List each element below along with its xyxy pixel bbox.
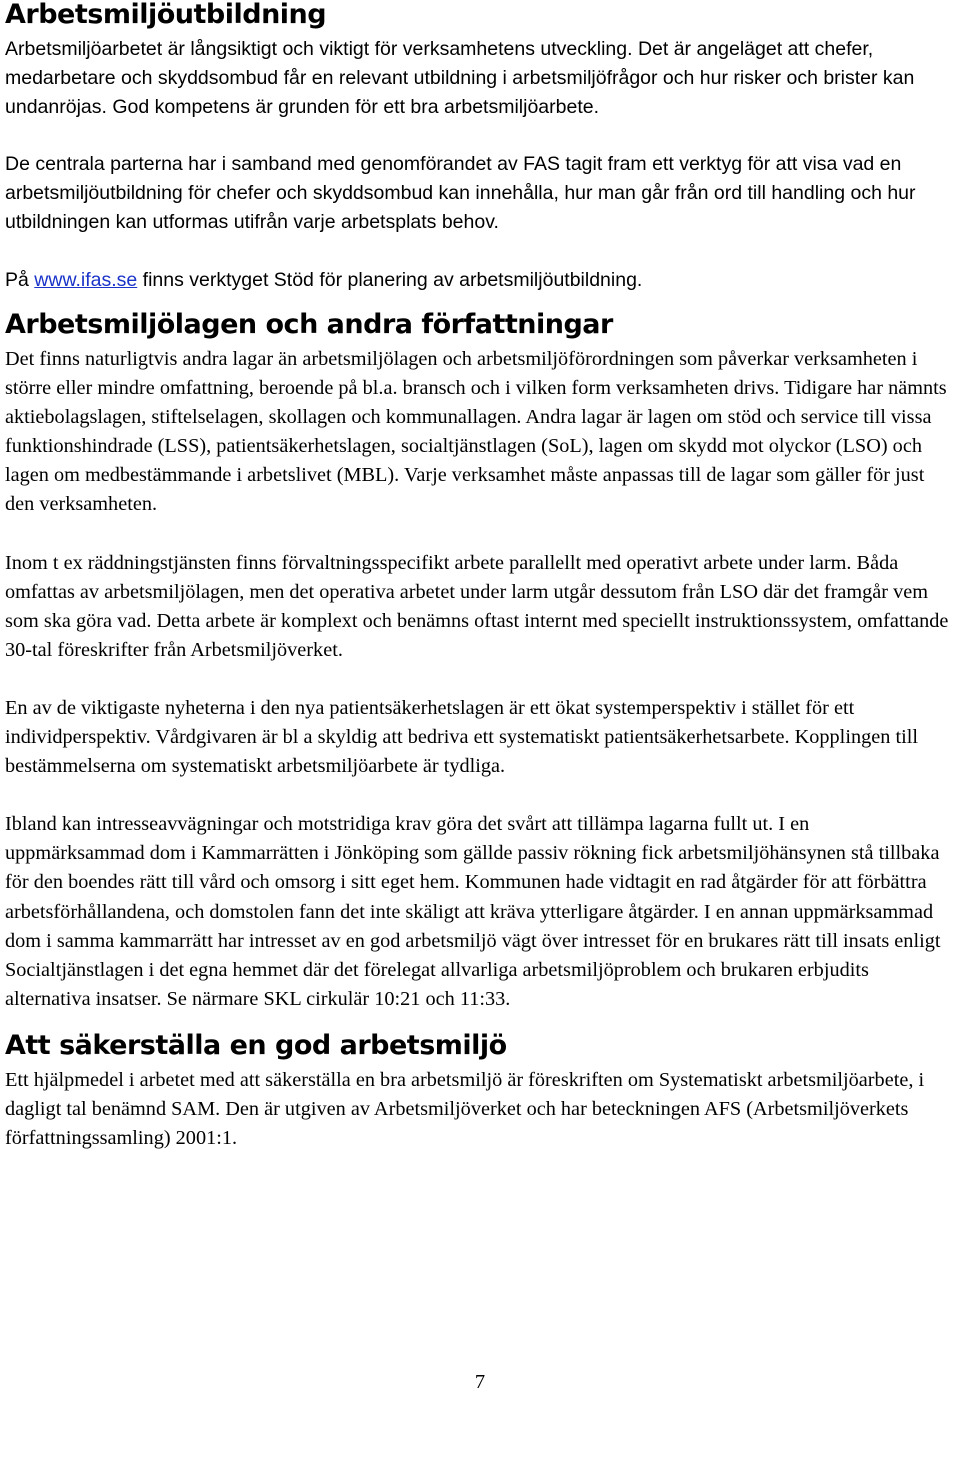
ifas-link[interactable]: www.ifas.se bbox=[34, 269, 138, 291]
paragraph: De centrala parterna har i samband med genomförandet av FAS tagit fram ett verktyg för att visa vad en arbetsmiljöutbildning för chefer och skyddsombud kan innehålla, hur man går från ord till handling och hur utbildningen kan utformas utifrån varje arbetsplats behov. bbox=[5, 153, 916, 233]
paragraph: Arbetsmiljöarbetet är långsiktigt och viktigt för verksamhetens utveckling. Det är angeläget att chefer, medarbetare och skyddsombud får en relevant utbildning i arbetsmiljöfrågor och hur risker och brister kan undanröjas. God kompetens är grunden för ett bra arbetsmiljöarbete. bbox=[5, 38, 915, 118]
page-number: 7 bbox=[474, 1371, 486, 1393]
paragraph: Ibland kan intresseavvägningar och motstridiga krav göra det svårt att tillämpa lagarna fullt ut. I en uppmärksammad dom i Kammarrätten i Jönköping som gällde passiv rökning fick arbetsmiljöhänsynen stå tillbaka för den boendes rätt till vård och omsorg i sitt eget hem. Kommunen hade vidtagit en rad åtgärder för att förbättra arbetsförhållandena, och domstolen fann det inte skäligt att kräva ytterligare åtgärder. I en annan uppmärksammad dom i samma kammarrätt har intresset av en god arbetsmiljö vägt över intresset för en brukares rätt till insats enligt Socialtjänstlagen i det egna hemmet där det förelegat allvarliga arbetsmiljöproblem och brukaren erbjudits alternativa insatser. Se närmare SKL cirkulär 10:21 och 11:33. bbox=[5, 813, 941, 1010]
paragraph: En av de viktigaste nyheterna i den nya patientsäkerhetslagen är ett ökat systemperspektiv i stället för ett individperspektiv. Vårdgivaren är bl a skyldig att bedriva ett systematiskt patientsäkerhetsarbete. Kopplingen till bestämmelserna om systematiskt arbetsmiljöarbete är tydliga. bbox=[5, 696, 918, 778]
document-page bbox=[5, 0, 953, 1153]
paragraph: Inom t ex räddningstjänsten finns förvaltningsspecifikt arbete parallellt med operativt arbete under larm. Båda omfattas av arbetsmiljölagen, men det operativa arbetet under larm utgår dessutom från LSO där det framgår vem som ska göra vad. Detta arbete är komplext och benämns oftast internt med speciellt instruktionssystem, omfattande 30-tal föreskrifter från Arbetsmiljöverket. bbox=[5, 551, 949, 661]
section-heading-arbetsmiljolagen: Arbetsmiljölagen och andra författningar bbox=[5, 309, 613, 340]
paragraph-with-link bbox=[5, 266, 953, 295]
text: På bbox=[5, 269, 35, 291]
section-heading-god-arbetsmiljo: Att säkerställa en god arbetsmiljö bbox=[5, 1029, 507, 1061]
paragraph: Ett hjälpmedel i arbetet med att säkerställa en bra arbetsmiljö är föreskriften om Systematiskt arbetsmiljöarbete, i dagligt tal benämnd SAM. Den är utgiven av Arbetsmiljöverket och har beteckningen AFS (Arbetsmiljöverkets författningssamling) 2001:1. bbox=[5, 1068, 925, 1150]
paragraph: Det finns naturligtvis andra lagar än arbetsmiljölagen och arbetsmiljöförordningen som påverkar verksamheten i större eller mindre omfattning, beroende på bl.a. bransch och i vilken form verksamheten drivs. Tidigare har nämnts aktiebolagslagen, stiftelselagen, skollagen och kommunallagen. Andra lagar är lagen om stöd och service till vissa funktionshindrade (LSS), patientsäkerhetslagen, socialtjänstlagen (SoL), lagen om skydd mot olyckor (LSO) och lagen om medbestämmande i arbetslivet (MBL). Varje verksamhet måste anpassas till de lagar som gäller för just den verksamheten. bbox=[5, 348, 947, 516]
text: finns verktyget Stöd för planering av arbetsmiljöutbildning. bbox=[137, 269, 643, 291]
section-heading-arbetsmiljoutbildning: Arbetsmiljöutbildning bbox=[5, 0, 327, 30]
